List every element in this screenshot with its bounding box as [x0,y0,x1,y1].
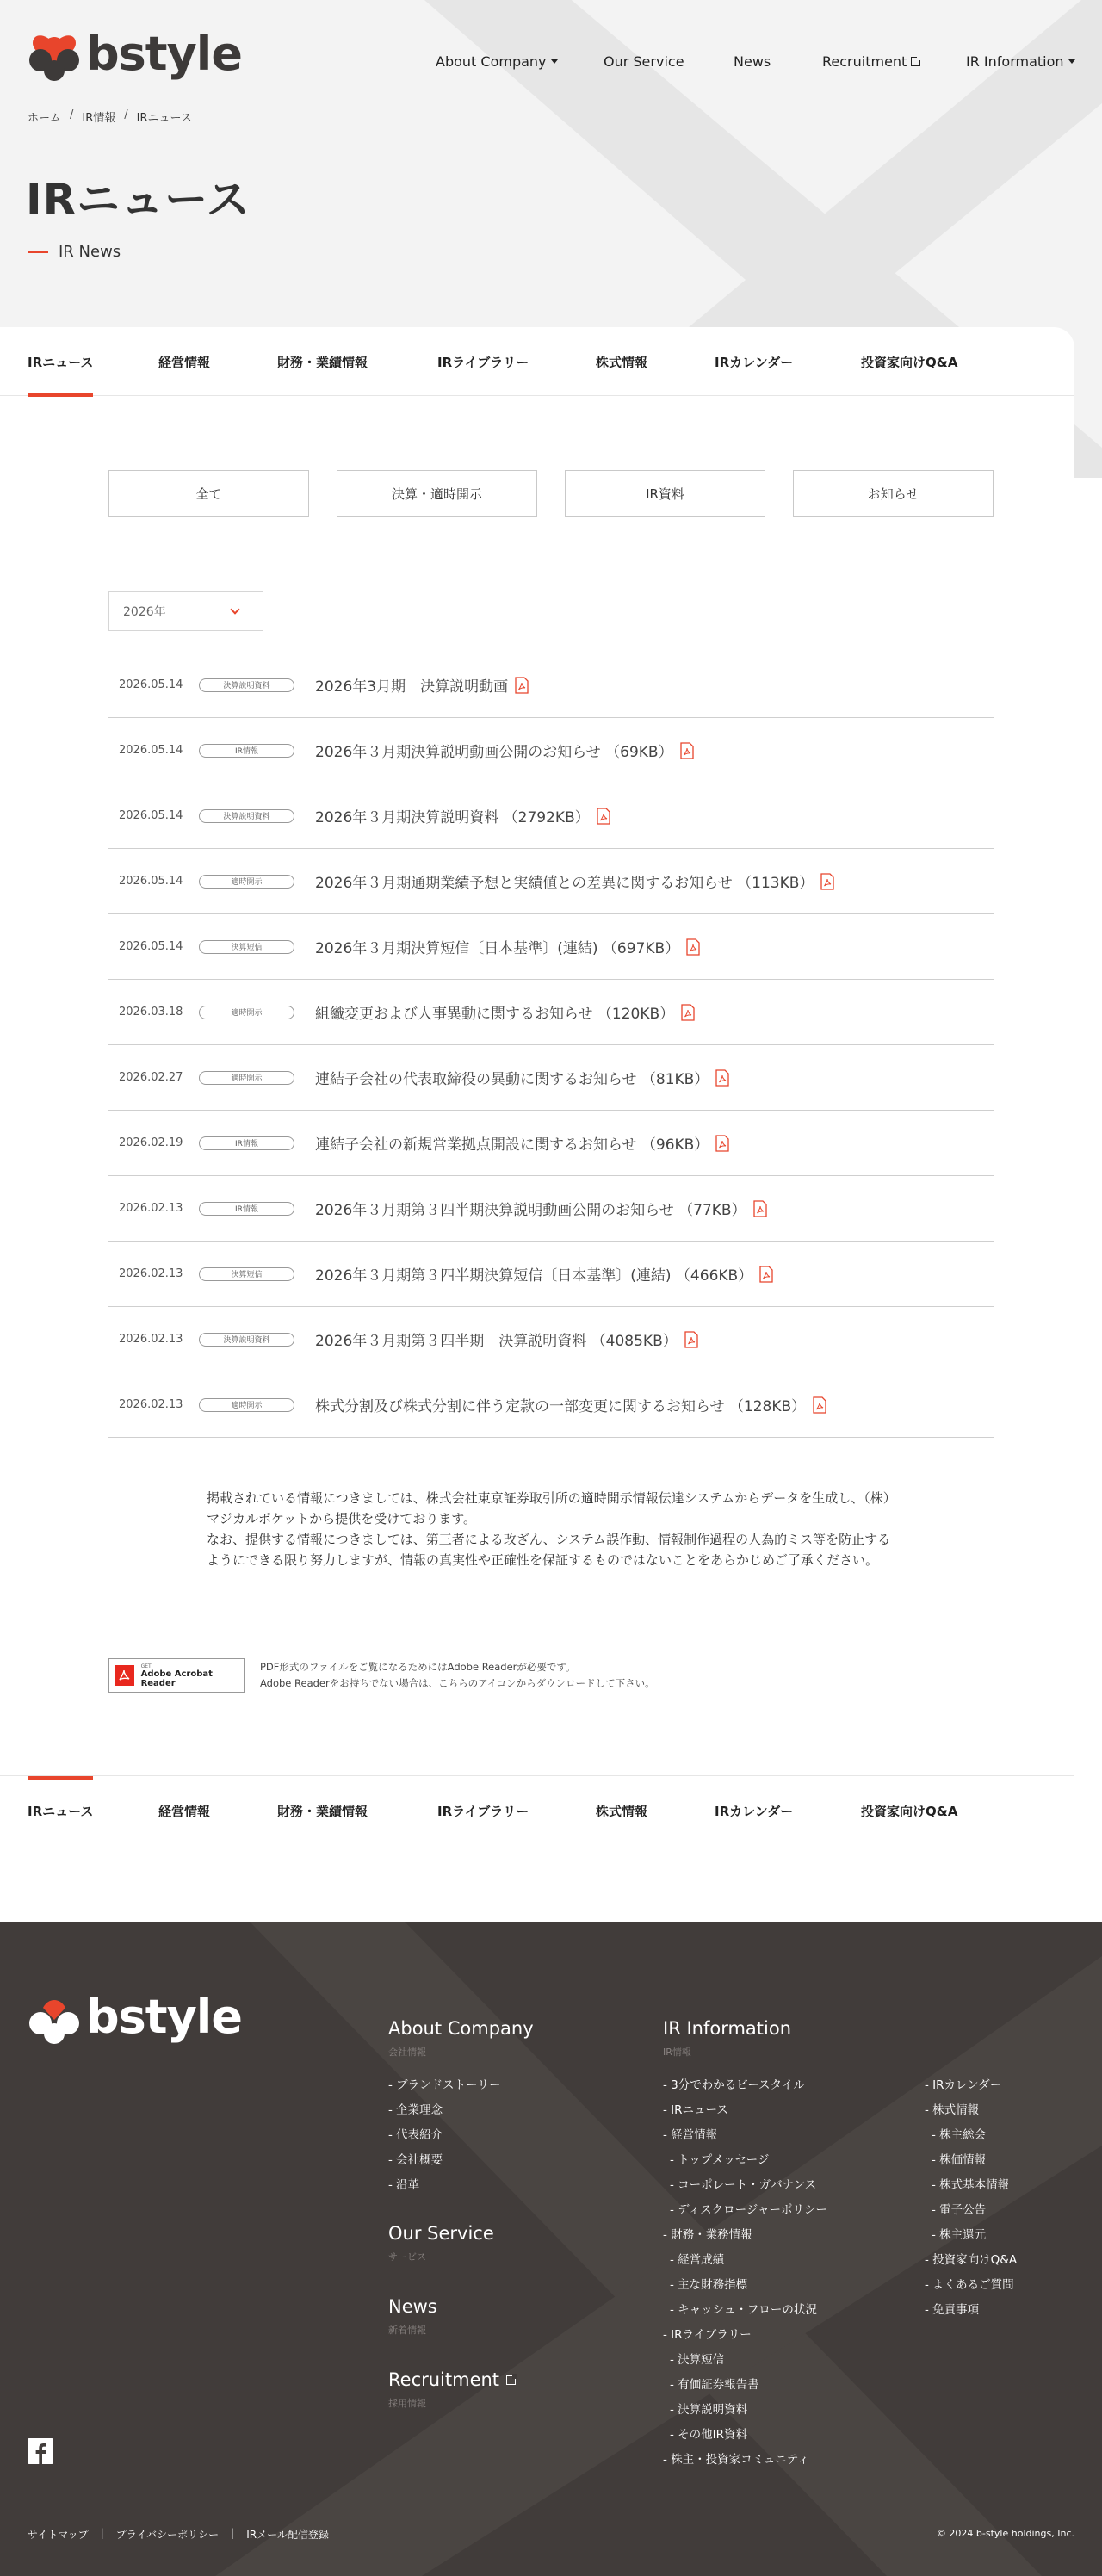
news-category-badge: 決算短信 [199,1267,294,1281]
news-row[interactable] [108,1045,994,1111]
news-title-link[interactable] [315,870,834,892]
footer-news-title-text: News [388,2296,437,2317]
disclaimer-text [207,1488,895,1570]
footer-link[interactable]: - 企業理念 [388,2103,443,2117]
filter-all-button[interactable]: 全て [108,470,309,517]
logo-text: bstyle [86,27,242,81]
separator: | [231,2527,235,2539]
chevron-down-icon [230,604,239,614]
global-nav [0,53,1102,74]
caret-down-icon [1068,59,1075,64]
footer-link[interactable]: - IRカレンダー [925,2078,1002,2092]
pdf-icon [715,1135,729,1152]
news-category-badge: 適時開示 [199,875,294,889]
facebook-icon[interactable] [28,2438,53,2464]
page-subtitle-text: IR News [59,243,121,261]
footer-ir-title[interactable] [663,2018,791,2039]
news-date: 2026.05.14 [119,809,183,822]
nav-label: About Company [436,53,547,70]
footer-link[interactable]: - IRニュース [663,2103,728,2117]
news-date: 2026.05.14 [119,678,183,691]
news-title: 2026年3月期 決算説明動画 [315,678,509,696]
privacy-policy-link[interactable]: プライバシーポリシー [115,2529,220,2541]
news-category-badge: 決算短信 [199,940,294,954]
footer-link[interactable]: - 会社概要 [388,2153,443,2167]
footer-link[interactable]: - よくあるご質問 [925,2278,1014,2292]
pdf-icon [715,1069,729,1087]
subnav-ir-calendar[interactable]: IRカレンダー [715,354,794,370]
page-subtitle [28,243,121,261]
pdf-icon [684,1331,698,1348]
news-category-badge: 適時開示 [199,1006,294,1019]
pdf-icon [686,938,700,956]
news-list [108,653,994,1438]
subnav-financial[interactable]: 財務・業績情報 [277,354,368,370]
subnav-ir-calendar[interactable]: IRカレンダー [715,1803,794,1819]
footer-recruit-title-text: Recruitment [388,2369,500,2390]
news-date: 2026.05.14 [119,744,183,757]
breadcrumb-current: IRニュース [136,112,192,125]
footer-link[interactable]: - 経営情報 [663,2128,718,2142]
news-row[interactable] [108,783,994,849]
news-title-link[interactable] [315,1067,729,1088]
ir-subnav-bottom [0,1775,1074,1844]
news-row[interactable] [108,1176,994,1242]
caret-down-icon [551,59,558,64]
footer-link[interactable]: - 決算短信 [670,2353,725,2367]
page-title: IRニュース [26,175,251,225]
subnav-investor-qa[interactable]: 投資家向けQ&A [861,354,958,370]
news-category-badge: IR情報 [199,744,294,758]
subnav-ir-library[interactable]: IRライブラリー [437,1803,529,1819]
footer-link[interactable]: - 沿革 [388,2178,420,2192]
breadcrumb-separator: / [70,108,74,121]
news-date: 2026.02.27 [119,1071,183,1084]
news-row[interactable] [108,1242,994,1307]
footer-link[interactable]: - 株式情報 [925,2103,980,2117]
subnav-ir-news[interactable]: IRニュース [28,1776,93,1845]
footer-logo-text: bstyle [86,1990,242,2044]
news-category-badge: IR情報 [199,1202,294,1216]
footer-service-sub: サービス [388,2251,426,2263]
pdf-icon [753,1200,767,1217]
news-title-link[interactable] [315,1198,767,1219]
news-title: 連結子会社の代表取締役の異動に関するお知らせ （81KB） [315,1071,709,1088]
news-row[interactable] [108,1372,994,1438]
footer-link[interactable]: - 株式基本情報 [932,2178,1010,2192]
news-title-link[interactable] [315,936,700,957]
footer-about-title-text: About Company [388,2018,534,2039]
disclaimer-paragraph: なお、提供する情報につきましては、第三者による改ざん、システム誤作動、情報制作過程の人為的ミス等を防止するようにできる限り努力しますが、情報の真実性や正確性を保証するものではないことをあらかじめご了承ください。 [207,1532,891,1568]
news-title: 2026年３月期通期業績予想と実績値との差異に関するお知らせ （113KB） [315,875,814,892]
news-row[interactable] [108,1307,994,1372]
footer-link[interactable]: - 株主総会 [932,2128,987,2142]
footer-link[interactable]: - 免責事項 [925,2303,980,2317]
news-date: 2026.02.13 [119,1333,183,1346]
nav-our-service[interactable] [604,53,684,70]
news-title: 2026年３月期第３四半期決算短信〔日本基準〕(連結) （466KB） [315,1267,753,1285]
adobe-note [260,1659,655,1692]
footer-news-sub: 新着情報 [388,2325,426,2336]
news-title-link[interactable] [315,1001,695,1023]
footer-logo[interactable] [26,1989,242,2046]
news-row[interactable] [108,1111,994,1176]
news-title-link[interactable] [315,740,694,761]
footer-link[interactable]: - 3分でわかるビースタイル [663,2078,805,2092]
footer-about-sub: 会社情報 [388,2047,426,2058]
subnav-ir-library[interactable]: IRライブラリー [437,354,529,370]
footer-link[interactable]: - キャッシュ・フローの状況 [670,2303,817,2317]
news-title: 株式分割及び株式分割に伴う定款の一部変更に関するお知らせ （128KB） [315,1398,807,1415]
news-title: 2026年３月期決算短信〔日本基準〕(連結) （697KB） [315,940,680,957]
footer-ir-title-text: IR Information [663,2018,792,2039]
footer-link[interactable]: - 財務・業務情報 [663,2228,752,2242]
nav-about-company[interactable] [436,53,558,70]
footer-link[interactable]: - IRライブラリー [663,2328,752,2342]
nav-recruitment[interactable] [822,53,920,70]
news-title: 2026年３月期第３四半期 決算説明資料 （4085KB） [315,1333,678,1350]
external-link-icon [506,2375,516,2385]
footer-link[interactable]: - 代表紹介 [388,2128,443,2142]
breadcrumb [28,108,192,125]
news-category-badge: 適時開示 [199,1398,294,1412]
subnav-stock[interactable]: 株式情報 [596,1803,648,1819]
pdf-icon [680,742,694,759]
adobe-note-line: Adobe Readerをお持ちでない場合は、こちらのアイコンからダウンロードして下さい。 [260,1677,655,1689]
footer-recruit-title[interactable] [388,2369,516,2390]
news-title: 2026年３月期決算説明資料 （2792KB） [315,809,590,827]
news-title-link[interactable] [315,1394,826,1415]
footer-link[interactable]: - ディスクロージャーポリシー [670,2203,828,2217]
news-row[interactable] [108,849,994,914]
adobe-reader-download-button[interactable] [108,1658,245,1693]
footer-news-title[interactable] [388,2296,437,2317]
external-link-icon [911,57,920,66]
footer-link[interactable]: - 主な財務指標 [670,2278,748,2292]
footer-link[interactable]: - ブランドストーリー [388,2078,501,2092]
year-select-value: 2026年 [123,605,166,619]
nav-label: Recruitment [822,53,907,70]
breadcrumb-home[interactable]: ホーム [28,112,62,125]
acrobat-icon [115,1665,134,1686]
adobe-reader-section [108,1658,655,1693]
nav-label: Our Service [604,53,684,70]
news-row[interactable] [108,980,994,1045]
footer-ir-sub: IR情報 [663,2047,691,2058]
news-title-link[interactable] [315,674,529,696]
nav-ir-information[interactable] [966,53,1075,70]
footer-link[interactable]: - トップメッセージ [670,2153,770,2167]
footer-link[interactable]: - 決算説明資料 [670,2403,748,2417]
footer-link[interactable]: - 株主・投資家コミュニティ [663,2453,809,2467]
disclaimer-paragraph: 掲載されている情報につきましては、株式会社東京証券取引所の適時開示情報伝達システムからデータを生成し、（株）マジカルポケットから提供を受けております。 [207,1490,890,1526]
subnav-stock[interactable]: 株式情報 [596,354,648,370]
footer-link[interactable]: - その他IR資料 [670,2428,748,2442]
pdf-icon [681,1004,695,1021]
news-row[interactable] [108,653,994,718]
footer-about-title[interactable] [388,2018,534,2039]
filter-notice-button[interactable]: お知らせ [793,470,994,517]
news-category-badge: 適時開示 [199,1071,294,1085]
category-filters [108,470,994,517]
nav-label: IR Information [966,53,1064,70]
breadcrumb-separator: / [124,108,128,121]
news-row[interactable] [108,914,994,980]
adobe-get-label: GET [140,1663,152,1669]
filter-disclosure-button[interactable]: 決算・適時開示 [337,470,537,517]
news-title: 組織変更および人事異動に関するお知らせ （120KB） [315,1006,675,1023]
footer-service-title[interactable] [388,2223,494,2244]
breadcrumb-ir[interactable]: IR情報 [82,112,116,125]
news-category-badge: 決算説明資料 [199,809,294,823]
footer-link[interactable]: - 電子公告 [932,2203,987,2217]
pdf-icon [820,873,834,890]
footer-service-title-text: Our Service [388,2223,494,2244]
separator: | [100,2527,104,2539]
news-title-link[interactable] [315,805,610,827]
footer-link[interactable]: - コーポレート・ガバナンス [670,2178,817,2192]
subnav-financial[interactable]: 財務・業績情報 [277,1803,368,1819]
footer-link[interactable]: - 経営成績 [670,2253,725,2267]
footer-link[interactable]: - 株価情報 [932,2153,987,2167]
footer-link[interactable]: - 投資家向けQ&A [925,2253,1018,2267]
year-select[interactable] [108,591,263,631]
nav-label: News [734,53,771,70]
ir-mail-link[interactable]: IRメール配信登録 [246,2529,329,2541]
footer-link[interactable]: - 有価証券報告書 [670,2378,759,2392]
ir-subnav-top [0,327,1074,396]
nav-news[interactable] [734,53,771,70]
subnav-management[interactable]: 経営情報 [158,1803,211,1819]
news-category-badge: IR情報 [199,1136,294,1150]
news-title-link[interactable] [315,1263,773,1285]
adobe-note-line: PDF形式のファイルをご覧になるためにはAdobe Readerが必要です。 [260,1661,576,1673]
subnav-investor-qa[interactable]: 投資家向けQ&A [861,1803,958,1819]
pdf-icon [597,808,610,825]
copyright: © 2024 b-style holdings, Inc. [936,2528,1074,2539]
accent-bar [28,251,48,253]
news-category-badge: 決算説明資料 [199,1333,294,1347]
news-title: 連結子会社の新規営業拠点開設に関するお知らせ （96KB） [315,1136,709,1154]
news-title: 2026年３月期決算説明動画公開のお知らせ （69KB） [315,744,673,761]
news-title-link[interactable] [315,1328,698,1350]
news-date: 2026.03.18 [119,1006,183,1019]
pdf-icon [813,1396,826,1414]
news-title-link[interactable] [315,1132,729,1154]
news-row[interactable] [108,718,994,783]
pdf-icon [759,1266,773,1283]
news-date: 2026.05.14 [119,940,183,953]
filter-ir-materials-button[interactable]: IR資料 [565,470,765,517]
news-date: 2026.05.14 [119,875,183,888]
footer-link[interactable]: - 株主還元 [932,2228,987,2242]
site-footer [0,1922,1102,2576]
news-title: 2026年３月期第３四半期決算説明動画公開のお知らせ （77KB） [315,1202,746,1219]
clover-heart-icon [26,1989,83,2046]
news-category-badge: 決算説明資料 [199,678,294,692]
news-date: 2026.02.19 [119,1136,183,1149]
sitemap-link[interactable]: サイトマップ [28,2529,89,2541]
pdf-icon [515,677,529,694]
news-date: 2026.02.13 [119,1267,183,1280]
subnav-management[interactable]: 経営情報 [158,354,211,370]
news-date: 2026.02.13 [119,1202,183,1215]
footer-recruit-sub: 採用情報 [388,2398,426,2409]
footer-bottom-links [28,2527,329,2542]
adobe-name-label: Adobe Acrobat Reader [140,1669,213,1688]
subnav-ir-news[interactable]: IRニュース [28,327,93,396]
news-date: 2026.02.13 [119,1398,183,1411]
